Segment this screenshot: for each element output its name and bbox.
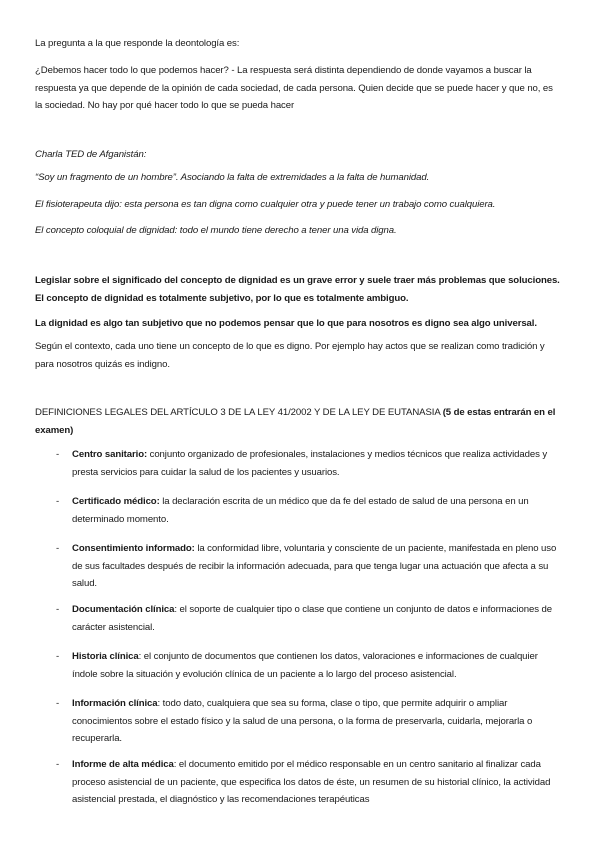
definition-bullet: - [56,651,60,662]
deontology-question-label: La pregunta a la que responde la deontología es: [35,38,240,49]
definition-term: Informe de alta médica [72,759,174,770]
definition-bullet: - [56,543,60,554]
definition-text: : todo dato, cualquiera que sea su forma, clase o tipo, que permite adquirir o ampliar conocimientos sobre el estado físico y la salud de una persona, o la forma de preservarla, cuidarla, mejorarla o recuperarla. [72,698,533,744]
definition-term: Información clínica [72,698,158,709]
definition-text: conjunto organizado de profesionales, instalaciones y medios técnicos que realiza actividades y presta servicios para cuidar la salud de los pacientes y usuarios. [72,449,548,478]
definition-term: Documentación clínica [72,604,175,615]
definition-bullet: - [56,698,60,709]
definitions-heading-text: DEFINICIONES LEGALES DEL ARTÍCULO 3 DE LA LEY 41/2002 Y DE LA LEY DE EUTANASIA [35,407,441,418]
ted-physio-quote: El fisioterapeuta dijo: esta persona es tan digna como cualquier otra y puede tener un trabajo como cualquiera. [35,199,496,210]
definition-term: Centro sanitario: [72,449,148,460]
ted-colloquial-dignity: El concepto coloquial de dignidad: todo el mundo tiene derecho a tener una vida digna. [35,225,397,236]
definition-bullet: - [56,496,60,507]
definition-text: : el conjunto de documentos que contienen los datos, valoraciones e informaciones de cualquier índole sobre la situación y evolución clínica de un paciente a lo largo del proceso asistencial. [72,651,538,680]
definition-bullet: - [56,604,60,615]
dignity-context-paragraph: Según el contexto, cada uno tiene un concepto de lo que es digno. Por ejemplo hay actos que se realizan como tradición y para nosotros quizás es indigno. [35,341,545,370]
definitions-exam-note: (5 de estas entrarán en el examen) [35,407,556,436]
definition-bullet: - [56,759,60,770]
definition-bullet: - [56,449,60,460]
definition-text: la declaración escrita de un médico que da fe del estado de salud de una persona en un determinado momento. [72,496,529,525]
dignity-subjective-paragraph: La dignidad es algo tan subjetivo que no podemos pensar que lo que para nosotros es digno sea algo universal. [35,318,537,329]
definition-term: Historia clínica [72,651,139,662]
dignity-legislation-paragraph: Legislar sobre el significado del concepto de dignidad es un grave error y suele traer más problemas que soluciones. El concepto de dignidad es totalmente subjetivo, por lo que es totalmente ambiguo. [35,275,560,304]
definitions-heading [35,404,561,439]
ted-quote: “Soy un fragmento de un hombre”. Asociando la falta de extremidades a la falta de humanidad. [35,172,430,183]
definition-term: Consentimiento informado: [72,543,195,554]
ted-talk-title: Charla TED de Afganistán: [35,149,147,160]
definition-text: la conformidad libre, voluntaria y consciente de un paciente, manifestada en pleno uso de sus facultades después de recibir la información adecuada, para que tenga lugar una actuación que afecta a su salud. [72,543,557,589]
definition-text: : el documento emitido por el médico responsable en un centro sanitario al finalizar cada proceso asistencial de un paciente, que especifica los datos de éste, un resumen de su historial clínico, la actividad asistencial prestada, el diagnóstico y las recomendaciones terapéuticas [72,759,551,805]
definition-term: Certificado médico: [72,496,160,507]
deontology-answer-paragraph: ¿Debemos hacer todo lo que podemos hacer? - La respuesta será distinta dependiendo de donde vayamos a buscar la respuesta ya que depende de la opinión de cada sociedad, de cada persona. Quien decide que se puede hacer y que no, es la sociedad. No hay por qué hacer todo lo que se pueda hacer [35,65,553,111]
definition-text: : el soporte de cualquier tipo o clase que contiene un conjunto de datos e informaciones de carácter asistencial. [72,604,552,633]
